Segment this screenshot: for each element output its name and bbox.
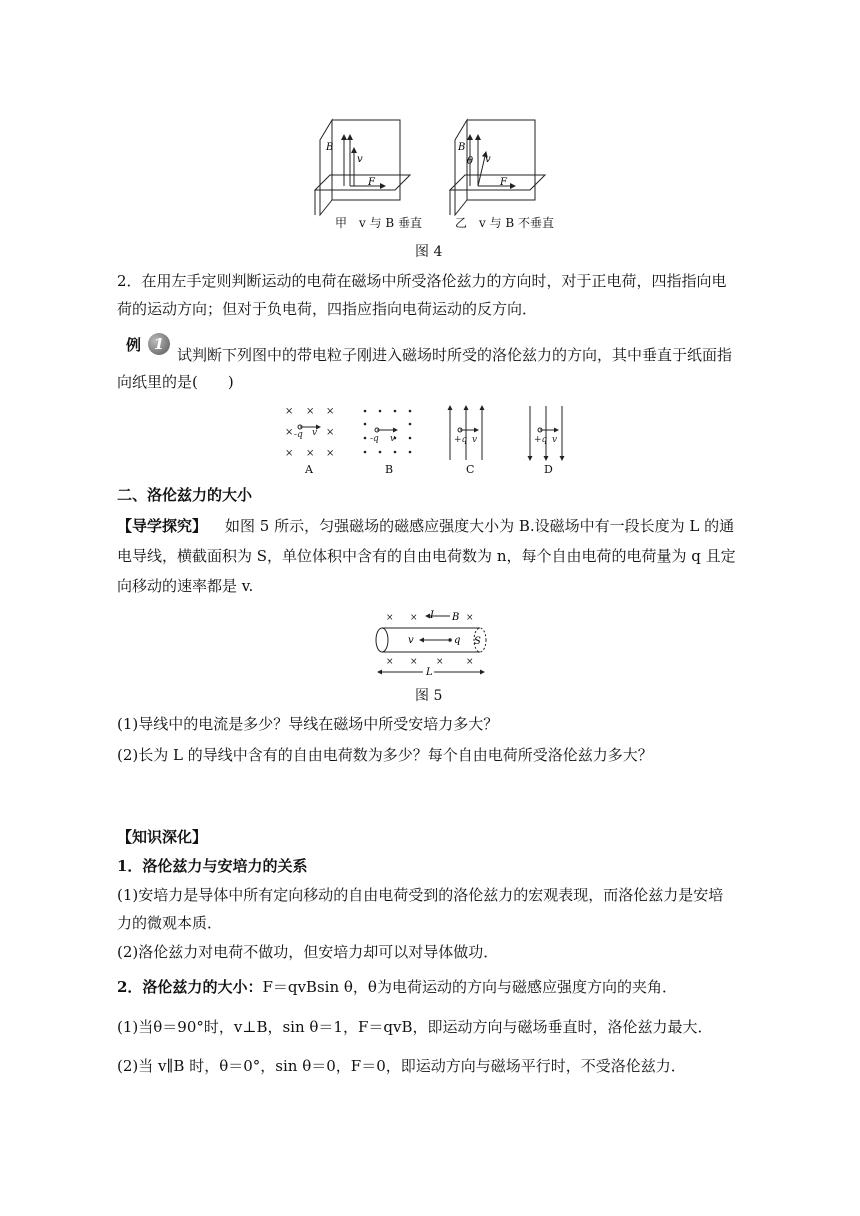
- question-2: (2)长为 L 的导线中含有的自由电荷数为多少？每个自由电荷所受洛伦兹力多大？: [117, 746, 653, 764]
- guide-line1: 如图 5 所示，匀强磁场的磁感应强度大小为 B.设磁场中有一段长度为 L 的通: [225, 517, 735, 535]
- svg-text:×: ×: [306, 406, 315, 417]
- knowledge-p1b: 力的微观本质．: [117, 914, 223, 932]
- v-label-b: v: [390, 434, 396, 444]
- fig5-label-q: q: [454, 635, 461, 646]
- svg-text:×: ×: [326, 448, 335, 459]
- knowledge-c2: (2)当 v∥B 时，θ＝0°，sin θ＝0，F＝0，即运动方向与磁场平行时，不受洛伦兹力．: [117, 1057, 686, 1075]
- option-c-label: C: [466, 463, 475, 476]
- svg-text:×: ×: [410, 657, 418, 667]
- fig4-label-b2: B: [458, 142, 466, 153]
- para-2-line1: 2．在用左手定则判断运动的电荷在磁场中所受洛伦兹力的方向时，对于正电荷，四指指向电: [117, 272, 727, 290]
- fig5-label-s: S: [474, 636, 481, 647]
- charge-pos-c: +q: [454, 435, 468, 445]
- svg-text:×: ×: [285, 448, 294, 459]
- fig4-label-v: v: [357, 154, 363, 165]
- fig4-label-f2: F: [500, 177, 507, 188]
- svg-text:×: ×: [386, 657, 394, 667]
- option-d-label: D: [544, 463, 553, 476]
- fig5-label-i: I: [430, 610, 434, 621]
- fig4-label: 图 4: [415, 244, 443, 260]
- example-line1: 试判断下列图中的带电粒子刚进入磁场时所受的洛伦兹力的方向，其中垂直于纸面指: [177, 346, 733, 364]
- fig4-left-diagram: [315, 120, 410, 215]
- charge-neg-b: -q: [370, 434, 379, 444]
- option-b-diagram: [364, 410, 412, 454]
- svg-text:×: ×: [410, 613, 418, 623]
- knowledge-tag: 【知识深化】: [117, 828, 208, 846]
- option-b-label: B: [385, 463, 394, 476]
- fig5-label-b: B: [452, 612, 460, 623]
- knowledge-p1a: (1)安培力是导体中所有定向移动的自由电荷受到的洛伦兹力的宏观表现，而洛伦兹力是安培: [117, 886, 724, 904]
- guide-line2: 电导线，横截面积为 S，单位体积中含有的自由电荷数为 n，每个自由电荷的电荷量为 q 且定: [117, 547, 736, 565]
- fig4-label-v2: v: [485, 154, 491, 165]
- option-a-label: A: [305, 463, 313, 476]
- section-2-title: 二、洛伦兹力的大小: [117, 486, 253, 504]
- example-number-badge: 1: [148, 333, 170, 355]
- v-label-c: v: [472, 435, 478, 445]
- knowledge-heading-2-label: 2．洛伦兹力的大小：: [117, 978, 263, 996]
- fig5-label-v: v: [408, 635, 414, 646]
- fig4-right-diagram: [450, 120, 545, 215]
- example-prefix: 例: [126, 336, 142, 354]
- svg-text:×: ×: [436, 657, 444, 667]
- fig4-right-caption: 乙 v 与 B 不垂直: [455, 216, 555, 230]
- para-2-line2: 荷的运动方向；但对于负电荷，四指应指向电荷运动的反方向．: [117, 300, 538, 318]
- fig4-left-caption: 甲 v 与 B 垂直: [335, 216, 423, 230]
- svg-text:×: ×: [466, 613, 474, 623]
- knowledge-p2: (2)洛伦兹力对电荷不做功，但安培力却可以对导体做功．: [117, 943, 499, 961]
- guide-tag: 【导学探究】: [117, 517, 208, 535]
- svg-text:×: ×: [466, 657, 474, 667]
- fig5-label: 图 5: [415, 688, 443, 704]
- v-label-a: v: [312, 428, 318, 438]
- svg-text:×: ×: [326, 427, 335, 438]
- fig4-label-f: F: [368, 177, 375, 188]
- knowledge-heading-1: 1．洛伦兹力与安培力的关系: [117, 857, 308, 875]
- knowledge-heading-2-rest: F＝qvBsin θ，θ为电荷运动的方向与磁感应强度方向的夹角．: [262, 978, 677, 996]
- guide-line3: 向移动的速率都是 v.: [117, 577, 254, 595]
- question-1: (1)导线中的电流是多少？导线在磁场中所受安培力多大？: [117, 715, 499, 733]
- fig4-label-theta: θ: [467, 156, 474, 167]
- charge-pos-d: +q: [534, 435, 548, 445]
- figure-5: [368, 606, 498, 678]
- fig4-label-b: B: [326, 142, 334, 153]
- example-line2: 向纸里的是( ): [117, 373, 234, 391]
- svg-text:×: ×: [386, 613, 394, 623]
- knowledge-c1: (1)当θ＝90°时，v⊥B，sin θ＝1，F＝qvB，即运动方向与磁场垂直时，洛伦兹力最大．: [117, 1018, 713, 1036]
- svg-text:×: ×: [285, 427, 294, 438]
- knowledge-heading-2: [117, 976, 677, 998]
- svg-text:×: ×: [306, 448, 315, 459]
- option-c-diagram: [450, 406, 482, 460]
- svg-text:×: ×: [326, 406, 335, 417]
- svg-text:×: ×: [285, 406, 294, 417]
- charge-neg-a: -q: [294, 430, 303, 440]
- option-a-diagram: [285, 406, 334, 459]
- v-label-d: v: [552, 435, 558, 445]
- fig5-label-l: L: [426, 667, 433, 678]
- option-d-diagram: [530, 406, 562, 460]
